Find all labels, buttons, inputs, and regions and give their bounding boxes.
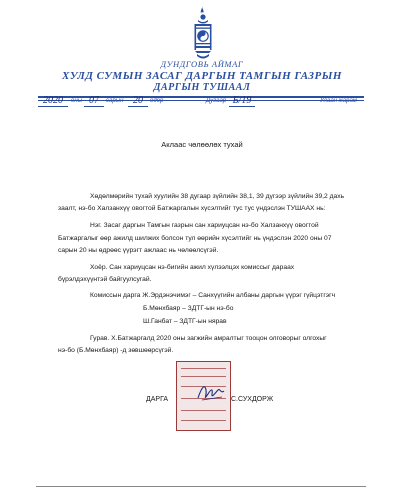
- date-year-field: [38, 90, 68, 108]
- document-type: ДАРГЫН ТУШААЛ: [153, 82, 251, 93]
- month-suffix: сарын: [106, 98, 124, 104]
- order-title: Аклаас чөлөөлөх тухай: [161, 140, 243, 149]
- number-label: Дугаар: [206, 98, 227, 104]
- paragraph-line: бүрэлдэхүүнтэй байгуулсугай.: [58, 276, 152, 283]
- footer-rule: [36, 486, 366, 487]
- date-month: 07: [84, 95, 104, 107]
- order-number: Б/19: [229, 95, 255, 107]
- date-day: 20: [128, 95, 148, 107]
- year-suffix: оны: [71, 98, 83, 104]
- paragraph-line: Ш.Ганбат – ЗДТГ-ын нярав: [143, 318, 227, 325]
- paragraph-line: Б.Мөнхбаяр – ЗДТГ-ын нэ-бо: [143, 305, 234, 312]
- paragraph-line: Хоёр. Сан хариуцсан нэ-бигийн ажил хүлээлцэх комиссыг дараах: [90, 264, 295, 271]
- day-suffix: өдөр: [150, 98, 164, 104]
- place-name: Улаан жарам: [320, 98, 357, 104]
- handwritten-signature-icon: [196, 382, 226, 404]
- date-year: 2020: [38, 95, 68, 107]
- paragraph-line: заалт, нэ-бо Халзанхүү овогтой Батжаргалын хүсэлтийг тус тус үндэслэн ТУШААХ нь:: [58, 205, 326, 212]
- paragraph-line: сарын 20 ны өдрөөс үүрэгт ажлаас нь чөлөөлсүгэй.: [58, 247, 219, 254]
- paragraph-line: Батжаргалыг өөр ажилд шилжих болсон тул өөрийн хүсэлтийг нь үндэслэн 2020 оны 07: [58, 235, 332, 242]
- paragraph-line: Гурав. Х.Батжаргалд 2020 оны загжийн амралтыг тооцон олговорыг олгохыг: [90, 335, 327, 342]
- signatory-name: С.СУХДОРЖ: [231, 396, 274, 403]
- soyombo-emblem-icon: [193, 6, 213, 60]
- paragraph-line: Нэг. Засаг даргын Тамгын газрын сан хариуцсан нэ-бо Халзанхүү овогтой: [90, 222, 319, 229]
- signatory-title: ДАРГА: [146, 396, 169, 403]
- paragraph-line: Хөдөлмөрийн тухай хуулийн 38 дугаар зүйлийн 38,1, 39 дүгээр зүйлийн 39,2 дахь: [90, 193, 345, 200]
- office-name: ХУЛД СУМЫН ЗАСАГ ДАРГЫН ТАМГЫН ГАЗРЫН: [62, 70, 342, 82]
- paragraph-line: нэ-бо (Б.Мөнхбаяр) -д зөвшөөрсүгэй.: [58, 347, 174, 354]
- paragraph-line: Комиссын дарга Ж.Эрдэнэчимэг – Санхүүгийн албаны даргын үүрэг гүйцэтгэгч: [90, 292, 336, 299]
- aimag-name: ДУНДГОВЬ АЙМАГ: [160, 59, 244, 69]
